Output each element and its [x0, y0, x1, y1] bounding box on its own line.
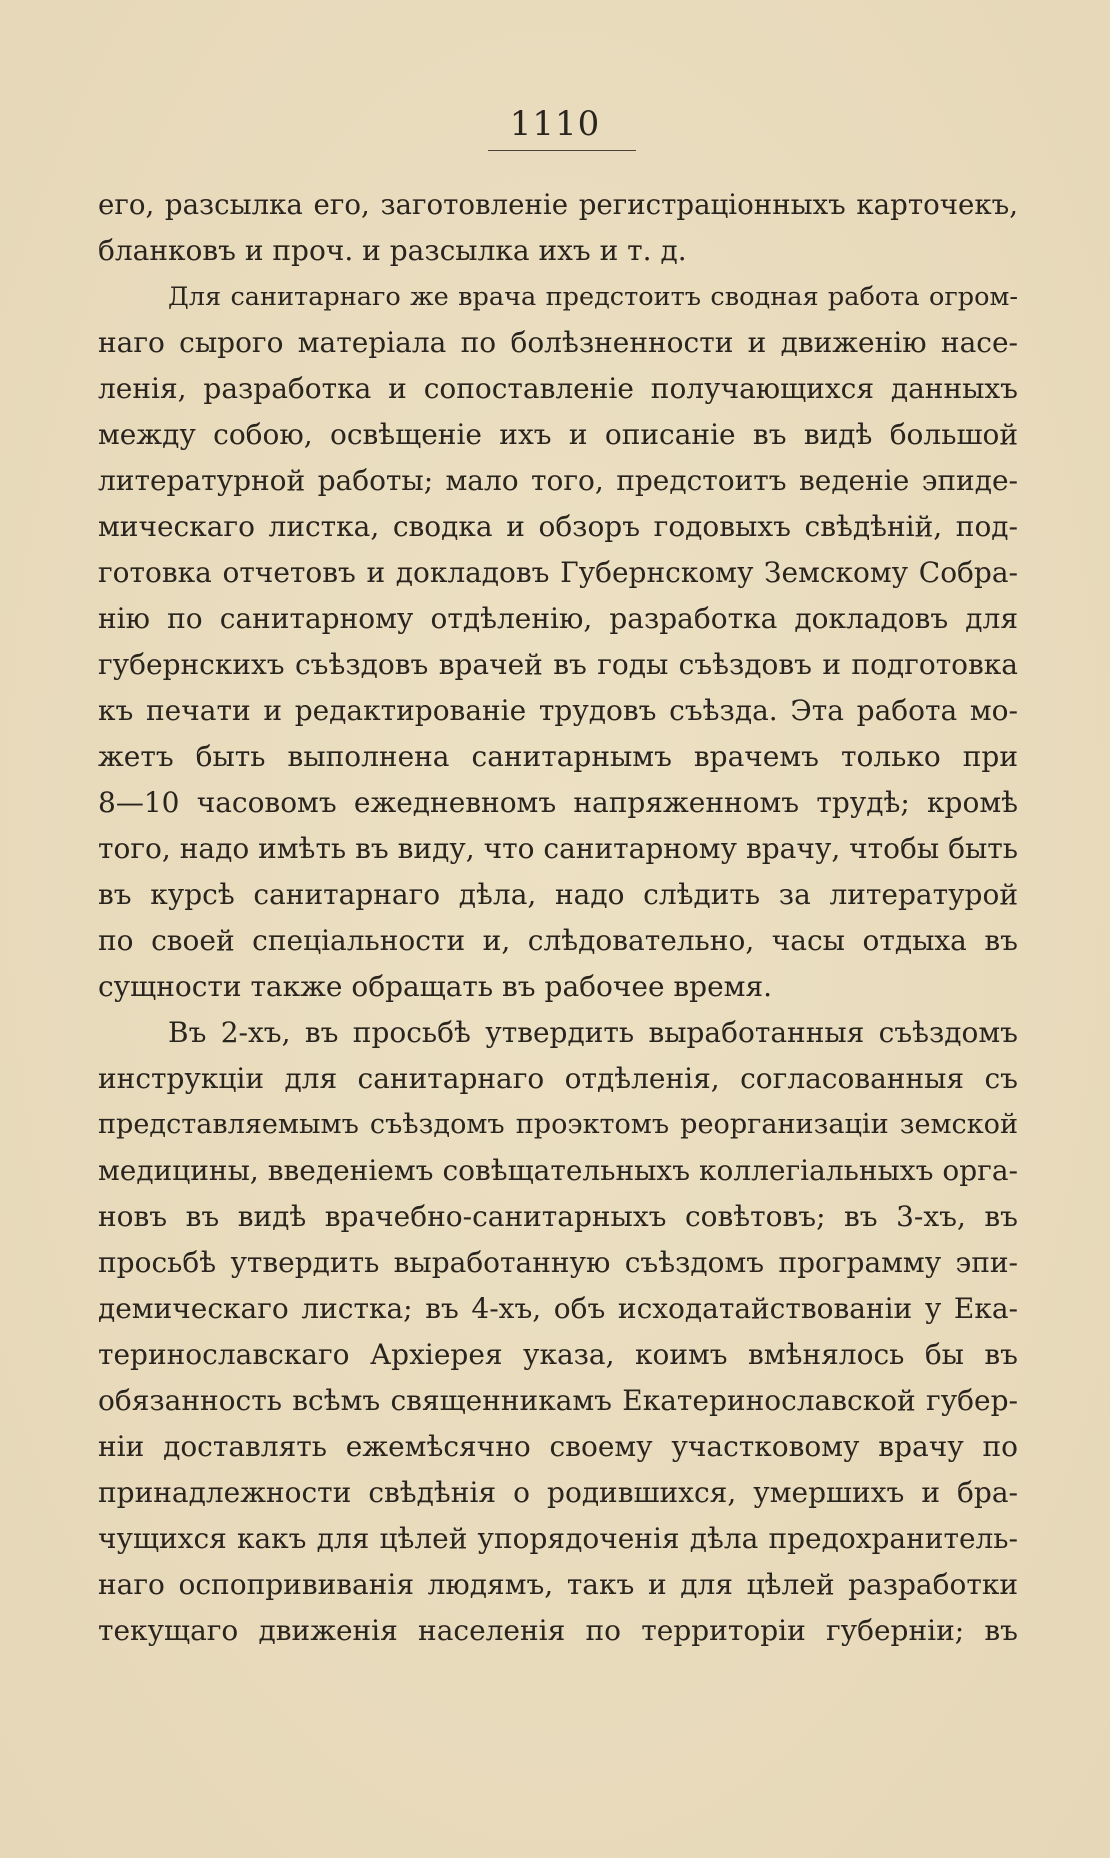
text-line: наго оспопрививанія людямъ, такъ и для цѣлей разработки — [98, 1568, 1018, 1601]
text-line: въ курсѣ санитарнаго дѣла, надо слѣдить за литературой — [98, 878, 1018, 911]
text-line: демическаго листка; въ 4-хъ, объ исходатайствованіи у Ека- — [98, 1292, 1018, 1325]
text-line: представляемымъ съѣздомъ проэктомъ реорганизаціи земской — [98, 1109, 1018, 1140]
text-line: Для санитарнаго же врача предстоитъ сводная работа огром- — [168, 282, 1018, 312]
text-line: новъ въ видѣ врачебно-санитарныхъ совѣтовъ; въ 3-хъ, въ — [98, 1200, 1018, 1233]
page-number: 1110 — [509, 104, 601, 144]
text-line: по своей спеціальности и, слѣдовательно, часы отдыха въ — [98, 924, 1018, 957]
text-line: мическаго листка, сводка и обзоръ годовыхъ свѣдѣній, под- — [98, 510, 1018, 543]
text-line: теринославскаго Архіерея указа, коимъ вмѣнялось бы въ — [98, 1338, 1018, 1371]
text-line: ніи доставлять ежемѣсячно своему участковому врачу по — [98, 1430, 1018, 1463]
text-line: готовка отчетовъ и докладовъ Губернскому Земскому Собра- — [98, 556, 1018, 589]
text-line: ленія, разработка и сопоставленіе получающихся данныхъ — [98, 372, 1018, 405]
text-line: сущности также обращать въ рабочее время. — [98, 970, 773, 1003]
text-line: бланковъ и проч. и разсылка ихъ и т. д. — [98, 234, 687, 267]
text-line: инструкціи для санитарнаго отдѣленія, согласованныя съ — [98, 1062, 1018, 1095]
text-line: обязанность всѣмъ священникамъ Екатеринославской губер- — [98, 1384, 1018, 1417]
text-line: того, надо имѣть въ виду, что санитарному врачу, чтобы быть — [98, 832, 1018, 865]
text-line: наго сырого матеріала по болѣзненности и движенію насе- — [98, 326, 1018, 359]
body-text — [98, 182, 1018, 1654]
text-line: нію по санитарному отдѣленію, разработка докладовъ для — [98, 602, 1018, 635]
text-line: между собою, освѣщеніе ихъ и описаніе въ видѣ большой — [98, 418, 1018, 451]
text-line: просьбѣ утвердить выработанную съѣздомъ программу эпи- — [98, 1246, 1018, 1279]
text-line: принадлежности свѣдѣнія о родившихся, умершихъ и бра- — [98, 1476, 1018, 1509]
text-line: медицины, введеніемъ совѣщательныхъ коллегіальныхъ орга- — [98, 1154, 1018, 1187]
text-line: къ печати и редактированіе трудовъ съѣзда. Эта работа мо- — [98, 694, 1018, 727]
text-line: его, разсылка его, заготовленіе регистраціонныхъ карточекъ, — [98, 188, 1018, 221]
page-number-rule — [488, 150, 636, 151]
text-line: жетъ быть выполнена санитарнымъ врачемъ только при — [98, 740, 1018, 773]
text-line: чущихся какъ для цѣлей упорядоченія дѣла предохранитель- — [98, 1522, 1018, 1555]
text-line: текущаго движенія населенія по территоріи губерніи; въ — [98, 1614, 1018, 1647]
text-line: 8—10 часовомъ ежедневномъ напряженномъ трудѣ; кромѣ — [98, 786, 1018, 819]
text-line: Въ 2-хъ, въ просьбѣ утвердить выработанныя съѣздомъ — [168, 1016, 1018, 1049]
text-line: литературной работы; мало того, предстоитъ веденіе эпиде- — [98, 464, 1018, 497]
text-line: губернскихъ съѣздовъ врачей въ годы съѣздовъ и подготовка — [98, 648, 1018, 681]
